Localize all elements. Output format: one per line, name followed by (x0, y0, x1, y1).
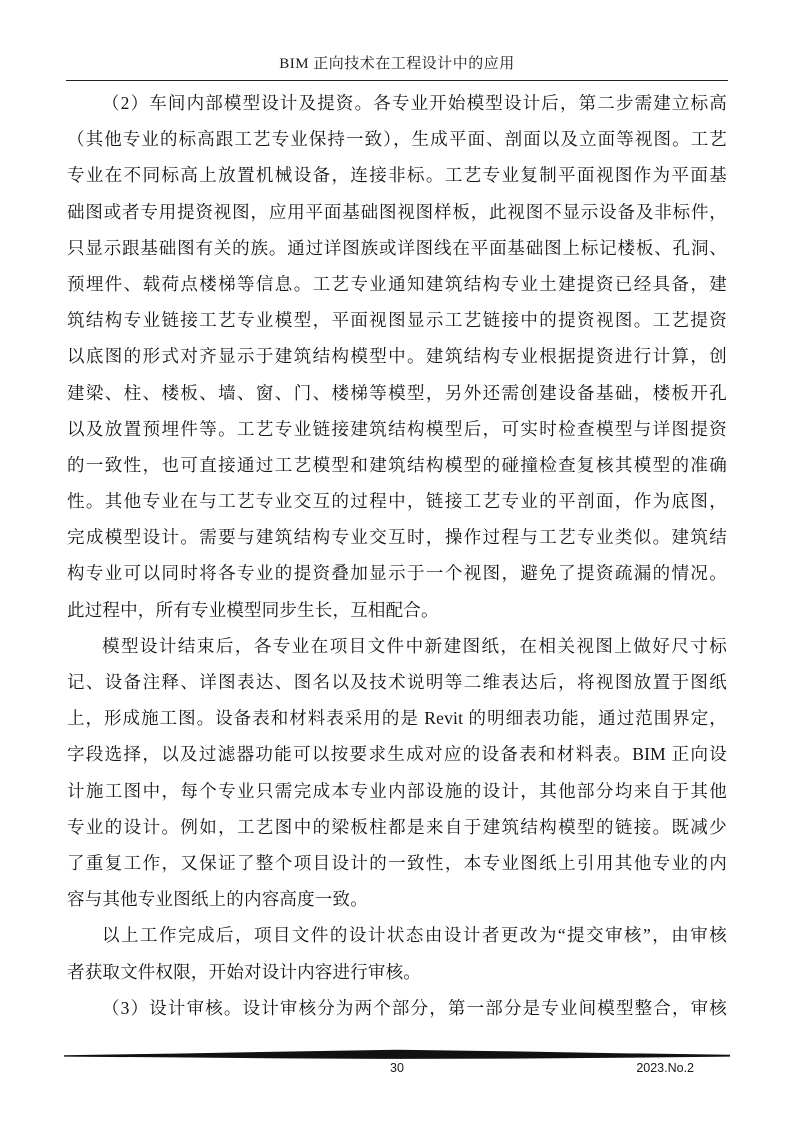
text-line: 的一致性，也可直接通过工艺模型和建筑结构模型的碰撞检查复核其模型的准确 (67, 454, 727, 475)
text-line: （3）设计审核。设计审核分为两个部分，第一部分是专业间模型整合，审核 (102, 997, 727, 1018)
text-line: 容与其他专业图纸上的内容高度一致。 (67, 889, 368, 910)
text-line: 完成模型设计。需要与建筑结构专业交互时，操作过程与工艺专业类似。建筑结 (67, 527, 727, 548)
text-line: 筑结构专业链接工艺专业模型，平面视图显示工艺链接中的提资视图。工艺提资 (67, 310, 727, 331)
text-line: 记、设备注释、详图表达、图名以及技术说明等二维表达后，将视图放置于图纸 (67, 672, 727, 692)
text-line: 只显示跟基础图有关的族。通过详图族或详图线在平面基础图上标记楼板、孔洞、 (67, 237, 727, 258)
text-line: 模型设计结束后，各专业在项目文件中新建图纸，在相关视图上做好尺寸标 (102, 635, 727, 656)
page-number: 30 (390, 1061, 404, 1075)
text-line: 预埋件、载荷点楼梯等信息。工艺专业通知建筑结构专业土建提资已经具备，建 (67, 273, 727, 294)
issue-label: 2023.No.2 (636, 1061, 694, 1075)
text-line: 专业的设计。例如，工艺图中的梁板柱都是来自于建筑结构模型的链接。既减少 (67, 816, 727, 837)
text-line: 构专业可以同时将各专业的提资叠加显示于一个视图，避免了提资疏漏的情况。 (67, 563, 727, 584)
text-line: 者获取文件权限，开始对设计内容进行审核。 (67, 961, 421, 982)
body-text (67, 85, 727, 1026)
text-line: 字段选择，以及过滤器功能可以按要求生成对应的设备表和材料表。BIM 正向设 (67, 744, 727, 765)
text-line: 础图或者专用提资视图，应用平面基础图视图样板，此视图不显示设备及非标件， (67, 201, 727, 222)
text-line: 计施工图中，每个专业只需完成本专业内部设施的设计，其他部分均来自于其他 (67, 780, 727, 801)
text-line: 上，形成施工图。设备表和材料表采用的是 Revit 的明细表功能，通过范围界定， (67, 708, 727, 729)
text-line: 性。其他专业在与工艺专业交互的过程中，链接工艺专业的平剖面，作为底图， (67, 491, 727, 512)
footer (67, 1059, 727, 1077)
text-line: 建梁、柱、楼板、墙、窗、门、楼梯等模型，另外还需创建设备基础，楼板开孔 (67, 382, 727, 403)
text-line: 以及放置预埋件等。工艺专业链接建筑结构模型后，可实时检查模型与详图提资 (67, 418, 727, 439)
text-line: 以底图的形式对齐显示于建筑结构模型中。建筑结构专业根据提资进行计算，创 (67, 346, 727, 367)
text-line: （其他专业的标高跟工艺专业保持一致），生成平面、剖面以及立面等视图。工艺 (67, 129, 727, 150)
text-line: 此过程中，所有专业模型同步生长，互相配合。 (67, 599, 439, 620)
running-header-title: BIM 正向技术在工程设计中的应用 (279, 56, 515, 72)
text-line: 专业在不同标高上放置机械设备，连接非标。工艺专业复制平面视图作为平面基 (67, 165, 727, 186)
text-line: 了重复工作，又保证了整个项目设计的一致性，本专业图纸上引用其他专业的内 (67, 852, 727, 873)
text-line: （2）车间内部模型设计及提资。各专业开始模型设计后，第二步需建立标高 (102, 93, 727, 113)
header-rule (66, 80, 728, 81)
text-line: 以上工作完成后，项目文件的设计状态由设计者更改为“提交审核”，由审核 (102, 925, 727, 946)
